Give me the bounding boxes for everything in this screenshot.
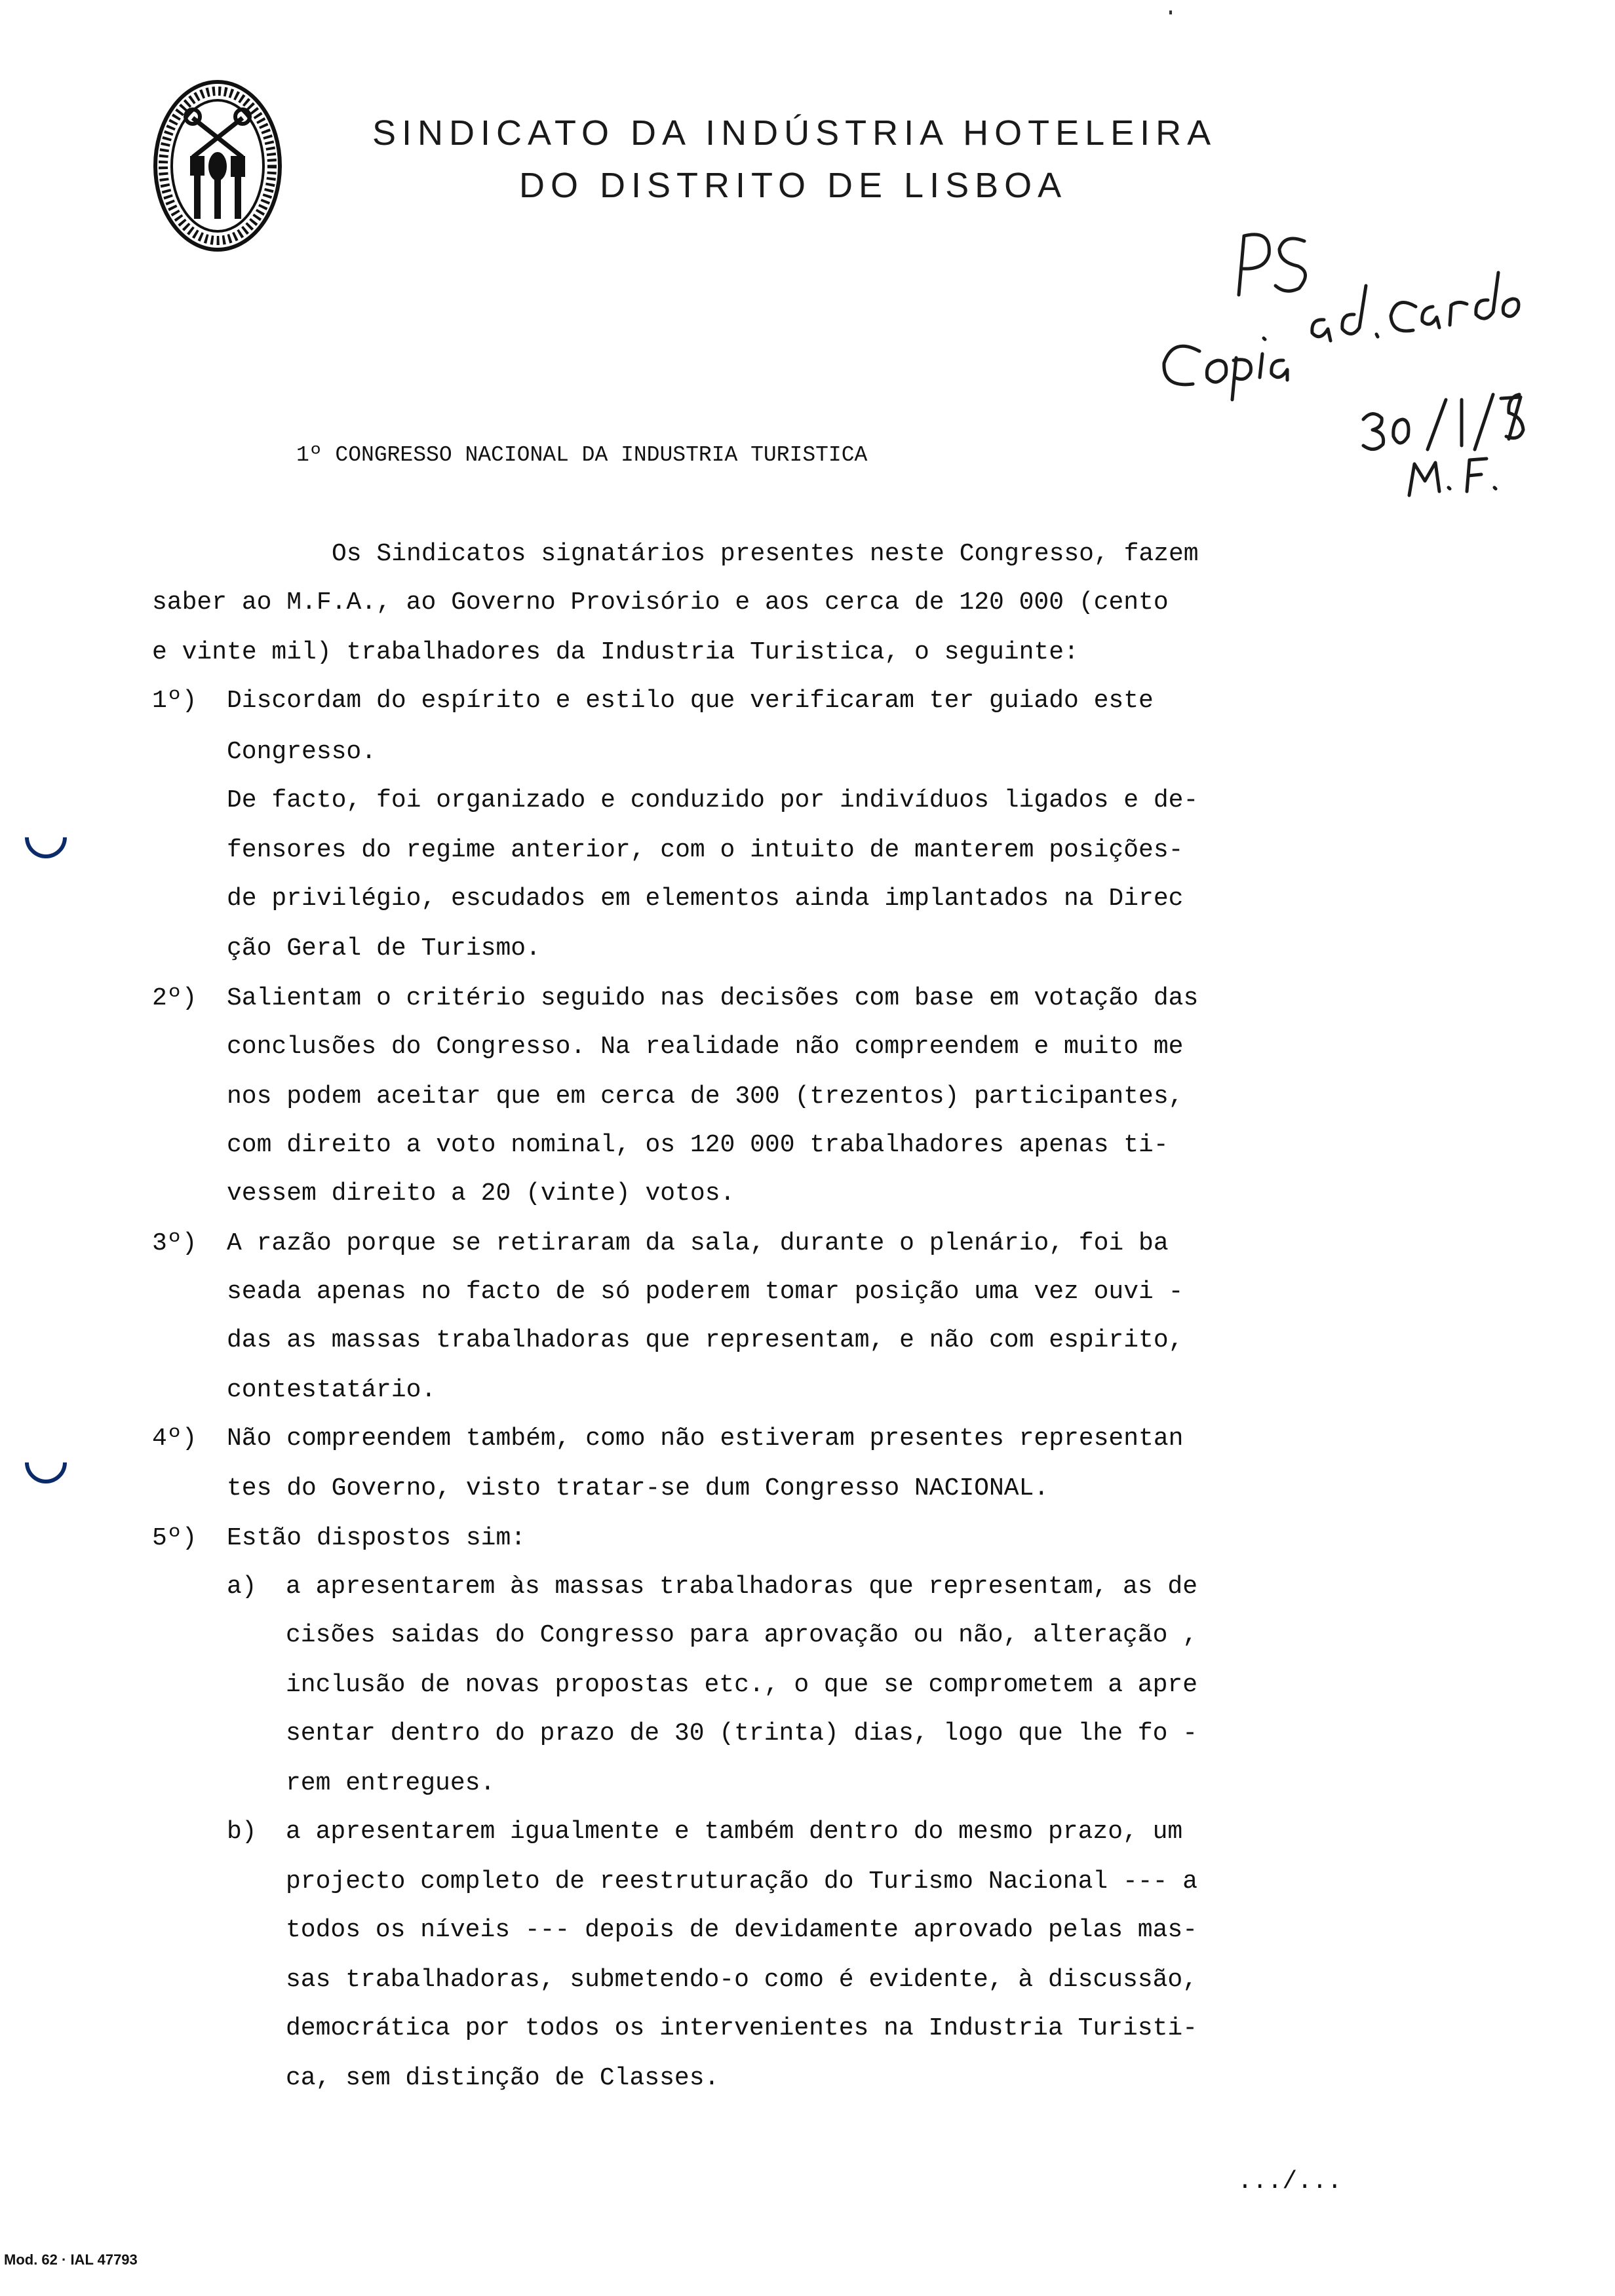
congress-title: 1º CONGRESSO NACIONAL DA INDUSTRIA TURISTICA	[296, 443, 868, 467]
subpoint-label: a)	[227, 1573, 257, 1601]
point-line: vessem direito a 20 (vinte) votos.	[227, 1179, 735, 1208]
point-line: ção Geral de Turismo.	[227, 934, 541, 963]
subpoint-line: sentar dentro do prazo de 30 (trinta) dias, logo que lhe fo -	[286, 1719, 1198, 1748]
point-number: 4º)	[152, 1425, 197, 1453]
point-line: De facto, foi organizado e conduzido por indivíduos ligados e de-	[227, 786, 1199, 814]
subpoint-line: cisões saidas do Congresso para aprovação ou não, alteração ,	[286, 1621, 1198, 1649]
scan-speck	[1169, 10, 1172, 14]
subpoint-line: rem entregues.	[286, 1769, 496, 1797]
subpoint-line: inclusão de novas propostas etc., o que se comprometem a apre	[286, 1671, 1198, 1699]
subpoint-line: a apresentarem às massas trabalhadoras que representam, as de	[286, 1573, 1198, 1601]
subpoint-line: projecto completo de reestruturação do Turismo Nacional --- a	[286, 1867, 1198, 1896]
point-line: Não compreendem também, como não estiveram presentes representan	[227, 1425, 1184, 1453]
point-line: nos podem aceitar que em cerca de 300 (trezentos) participantes,	[227, 1082, 1184, 1111]
point-number: 2º)	[152, 984, 197, 1012]
intro-line: saber ao M.F.A., ao Governo Provisório e aos cerca de 120 000 (cento	[152, 588, 1169, 617]
point-line: A razão porque se retiraram da sala, durante o plenário, foi ba	[227, 1229, 1169, 1257]
point-line: contestatário.	[227, 1376, 437, 1404]
point-line: com direito a voto nominal, os 120 000 trabalhadores apenas ti-	[227, 1131, 1169, 1159]
point-line: das as massas trabalhadoras que representam, e não com espirito,	[227, 1326, 1184, 1354]
point-number: 1º)	[152, 687, 197, 715]
subpoint-line: democrática por todos os intervenientes na Industria Turisti-	[286, 2014, 1198, 2042]
header-union-name: SINDICATO DA INDÚSTRIA HOTELEIRA	[372, 113, 1217, 153]
point-number: 5º)	[152, 1524, 197, 1552]
punch-hole-mark	[16, 808, 76, 868]
punch-hole-mark	[16, 1433, 76, 1493]
subpoint-line: ca, sem distinção de Classes.	[286, 2064, 720, 2092]
point-line: Salientam o critério seguido nas decisões com base em votação das	[227, 984, 1199, 1012]
intro-line: Os Sindicatos signatários presentes neste Congresso, fazem	[332, 540, 1199, 568]
subpoint-line: sas trabalhadoras, submetendo-o como é evidente, à discussão,	[286, 1966, 1198, 1994]
continuation-mark: .../...	[1237, 2168, 1342, 2196]
point-line: conclusões do Congresso. Na realidade não compreendem e muito me	[227, 1033, 1184, 1061]
point-line: tes do Governo, visto tratar-se dum Congresso NACIONAL.	[227, 1474, 1049, 1502]
union-seal-logo	[152, 79, 283, 253]
handwritten-annotation	[1108, 223, 1527, 498]
header-district: DO DISTRITO DE LISBOA	[519, 166, 1068, 205]
point-line: Estão dispostos sim:	[227, 1524, 526, 1552]
point-line: Discordam do espírito e estilo que verificaram ter guiado este	[227, 687, 1154, 715]
form-footer: Mod. 62 · IAL 47793	[4, 2251, 138, 2268]
point-line: Congresso.	[227, 738, 377, 766]
point-line: fensores do regime anterior, com o intuito de manterem posições-	[227, 836, 1184, 864]
subpoint-line: a apresentarem igualmente e também dentro do mesmo prazo, um	[286, 1818, 1183, 1846]
subpoint-line: todos os níveis --- depois de devidamente aprovado pelas mas-	[286, 1916, 1198, 1944]
subpoint-label: b)	[227, 1818, 257, 1846]
point-number: 3º)	[152, 1229, 197, 1257]
point-line: de privilégio, escudados em elementos ainda implantados na Direc	[227, 885, 1184, 913]
point-line: seada apenas no facto de só poderem tomar posição uma vez ouvi -	[227, 1278, 1184, 1306]
intro-line: e vinte mil) trabalhadores da Industria Turistica, o seguinte:	[152, 638, 1079, 666]
